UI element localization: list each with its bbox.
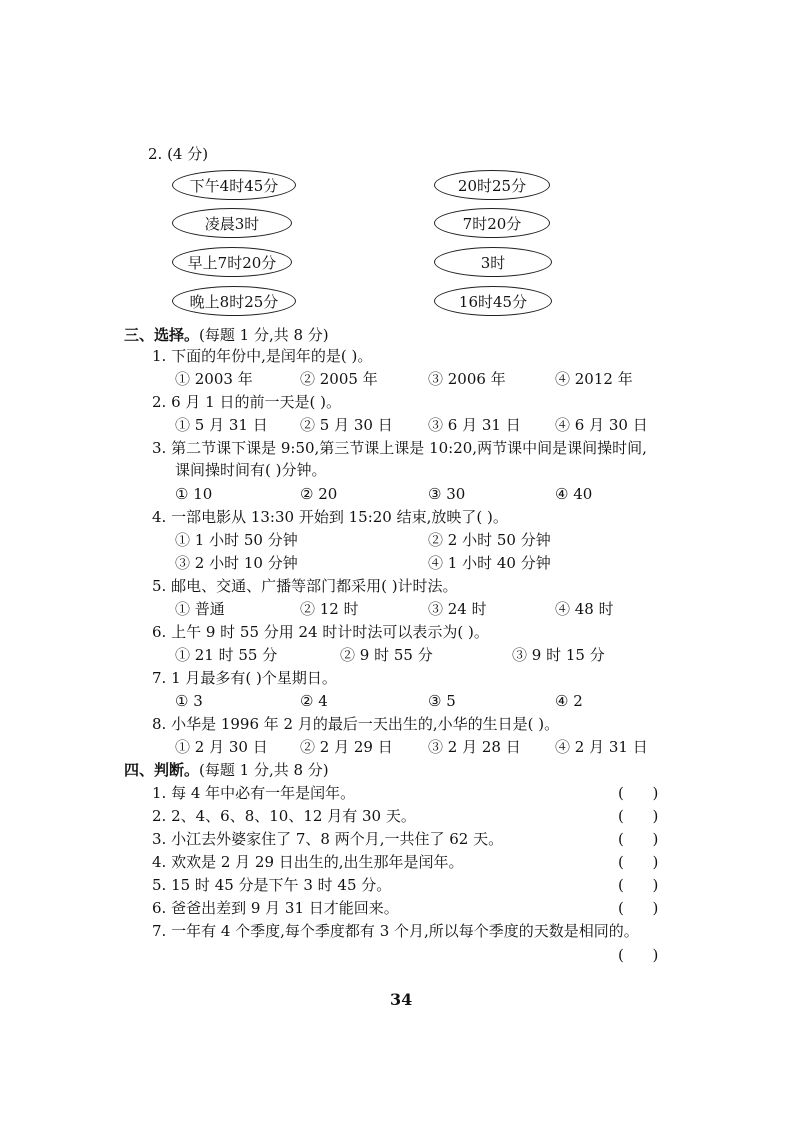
judge-item-1: 1. 每 4 年中必有一年是闰年。	[152, 784, 356, 802]
choice-question-5: 5. 邮电、交通、广播等部门都采用( )计时法。	[152, 577, 458, 595]
choice-option[interactable]: ④ 6 月 30 日	[555, 416, 648, 434]
section-3-title-text: 三、选择。	[124, 326, 200, 344]
choice-option[interactable]: ② 12 时	[300, 600, 359, 618]
choice-option[interactable]: ④ 2012 年	[555, 370, 633, 388]
q2-heading: 2. (4 分)	[148, 145, 209, 163]
judge-item-2: 2. 2、4、6、8、10、12 月有 30 天。	[152, 807, 416, 825]
choice-option[interactable]: ① 普通	[175, 600, 225, 618]
time-ellipse-left-1[interactable]: 下午4时45分	[172, 170, 296, 200]
judge-item-5: 5. 15 时 45 分是下午 3 时 45 分。	[152, 876, 392, 894]
judge-item-7: 7. 一年有 4 个季度,每个季度都有 3 个月,所以每个季度的天数是相同的。	[152, 922, 639, 940]
judge-item-4: 4. 欢欢是 2 月 29 日出生的,出生那年是闰年。	[152, 853, 464, 871]
choice-option[interactable]: ③ 6 月 31 日	[428, 416, 521, 434]
answer-paren[interactable]: ( )	[618, 899, 659, 917]
answer-paren[interactable]: ( )	[618, 946, 659, 964]
choice-option[interactable]: ③ 9 时 15 分	[512, 646, 605, 664]
choice-option[interactable]: ② 2 月 29 日	[300, 738, 393, 756]
answer-paren[interactable]: ( )	[618, 807, 659, 825]
choice-option[interactable]: ③ 30	[428, 485, 466, 503]
choice-option[interactable]: ④ 2 月 31 日	[555, 738, 648, 756]
answer-paren[interactable]: ( )	[618, 784, 659, 802]
choice-option[interactable]: ④ 40	[555, 485, 593, 503]
choice-question-3: 3. 第二节课下课是 9:50,第三节课上课是 10:20,两节课中间是课间操时间,	[152, 439, 647, 457]
choice-question-4: 4. 一部电影从 13:30 开始到 15:20 结束,放映了( )。	[152, 508, 508, 526]
choice-question-1: 1. 下面的年份中,是闰年的是( )。	[152, 347, 373, 365]
choice-option[interactable]: ② 4	[300, 692, 328, 710]
choice-option[interactable]: ① 5 月 31 日	[175, 416, 268, 434]
section-4-note: (每题 1 分,共 8 分)	[199, 761, 329, 779]
choice-option[interactable]: ③ 2 月 28 日	[428, 738, 521, 756]
time-ellipse-right-3[interactable]: 3时	[434, 247, 552, 277]
choice-option[interactable]: ① 1 小时 50 分钟	[175, 531, 298, 549]
judge-item-3: 3. 小江去外婆家住了 7、8 两个月,一共住了 62 天。	[152, 830, 504, 848]
section-4-title	[124, 760, 329, 780]
section-3-title	[124, 325, 329, 345]
page-number: 34	[390, 990, 413, 1009]
choice-option[interactable]: ③ 2 小时 10 分钟	[175, 554, 298, 572]
choice-question-7: 7. 1 月最多有( )个星期日。	[152, 669, 337, 687]
choice-option[interactable]: ④ 48 时	[555, 600, 614, 618]
choice-option[interactable]: ② 2005 年	[300, 370, 378, 388]
time-ellipse-right-1[interactable]: 20时25分	[434, 170, 550, 200]
choice-option[interactable]: ① 2 月 30 日	[175, 738, 268, 756]
answer-paren[interactable]: ( )	[618, 830, 659, 848]
choice-option[interactable]: ② 2 小时 50 分钟	[428, 531, 551, 549]
choice-option[interactable]: ① 10	[175, 485, 213, 503]
time-ellipse-left-4[interactable]: 晚上8时25分	[172, 286, 296, 316]
choice-option[interactable]: ③ 5	[428, 692, 456, 710]
choice-option[interactable]: ④ 1 小时 40 分钟	[428, 554, 551, 572]
choice-option[interactable]: ③ 2006 年	[428, 370, 506, 388]
choice-option[interactable]: ① 21 时 55 分	[175, 646, 278, 664]
choice-option[interactable]: ② 5 月 30 日	[300, 416, 393, 434]
time-ellipse-right-2[interactable]: 7时20分	[434, 208, 550, 238]
answer-paren[interactable]: ( )	[618, 853, 659, 871]
choice-option[interactable]: ① 2003 年	[175, 370, 253, 388]
choice-question-6: 6. 上午 9 时 55 分用 24 时计时法可以表示为( )。	[152, 623, 489, 641]
time-ellipse-right-4[interactable]: 16时45分	[434, 286, 552, 316]
choice-option[interactable]: ④ 2	[555, 692, 583, 710]
time-ellipse-left-3[interactable]: 早上7时20分	[172, 247, 292, 277]
section-3-note: (每题 1 分,共 8 分)	[199, 326, 329, 344]
judge-item-6: 6. 爸爸出差到 9 月 31 日才能回来。	[152, 899, 399, 917]
choice-option[interactable]: ③ 24 时	[428, 600, 487, 618]
choice-question-3-line2: 课间操时间有( )分钟。	[175, 461, 327, 479]
choice-option[interactable]: ① 3	[175, 692, 203, 710]
time-ellipse-left-2[interactable]: 凌晨3时	[172, 208, 292, 238]
choice-option[interactable]: ② 20	[300, 485, 338, 503]
answer-paren[interactable]: ( )	[618, 876, 659, 894]
section-4-title-text: 四、判断。	[124, 761, 200, 779]
choice-option[interactable]: ② 9 时 55 分	[340, 646, 433, 664]
choice-question-8: 8. 小华是 1996 年 2 月的最后一天出生的,小华的生日是( )。	[152, 715, 560, 733]
choice-question-2: 2. 6 月 1 日的前一天是( )。	[152, 393, 341, 411]
